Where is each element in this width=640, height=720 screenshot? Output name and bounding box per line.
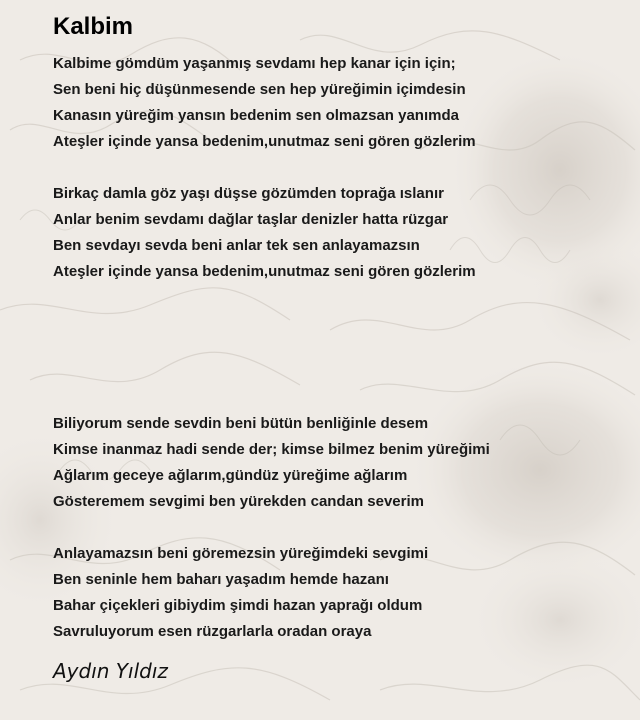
poem-line: Ateşler içinde yansa bedenim,unutmaz seni gören gözlerim [53, 263, 476, 280]
poem-line: Ben seninle hem baharı yaşadım hemde hazanı [53, 571, 389, 588]
poem-line: Savruluyorum esen rüzgarlarla oradan oraya [53, 623, 372, 640]
poem-line: Kalbime gömdüm yaşanmış sevdamı hep kanar için için; [53, 55, 456, 72]
poem-line: Birkaç damla göz yaşı düşse gözümden toprağa ıslanır [53, 185, 444, 202]
stanza-3 [53, 411, 490, 515]
poem-line: Biliyorum sende sevdin beni bütün benliğinle desem [53, 415, 429, 432]
poem-line: Ben sevdayı sevda beni anlar tek sen anlayamazsın [53, 237, 420, 254]
poem-line: Ateşler içinde yansa bedenim,unutmaz seni gören gözlerim [53, 133, 476, 150]
poem-author: Aydın Yıldız [53, 659, 168, 683]
poem-line: Sen beni hiç düşünmesende sen hep yüreğimin içimdesin [53, 81, 466, 98]
stanza-1 [53, 51, 476, 155]
poem-line: Kimse inanmaz hadi sende der; kimse bilmez benim yüreğimi [53, 441, 490, 458]
poem-line: Anlayamazsın beni göremezsin yüreğimdeki sevgimi [53, 545, 429, 562]
stanza-2 [53, 181, 476, 285]
poem-line: Anlar benim sevdamı dağlar taşlar denizler hatta rüzgar [53, 211, 449, 228]
poem-title: Kalbim [53, 13, 134, 40]
poem-line: Gösteremem sevgimi ben yürekden candan severim [53, 493, 424, 510]
poem-line: Kanasın yüreğim yansın bedenim sen olmazsan yanımda [53, 107, 459, 124]
poem-line: Bahar çiçekleri gibiydim şimdi hazan yaprağı oldum [53, 597, 423, 614]
poem-line: Ağlarım geceye ağlarım,gündüz yüreğime ağlarım [53, 467, 408, 484]
stanza-4 [53, 541, 428, 645]
